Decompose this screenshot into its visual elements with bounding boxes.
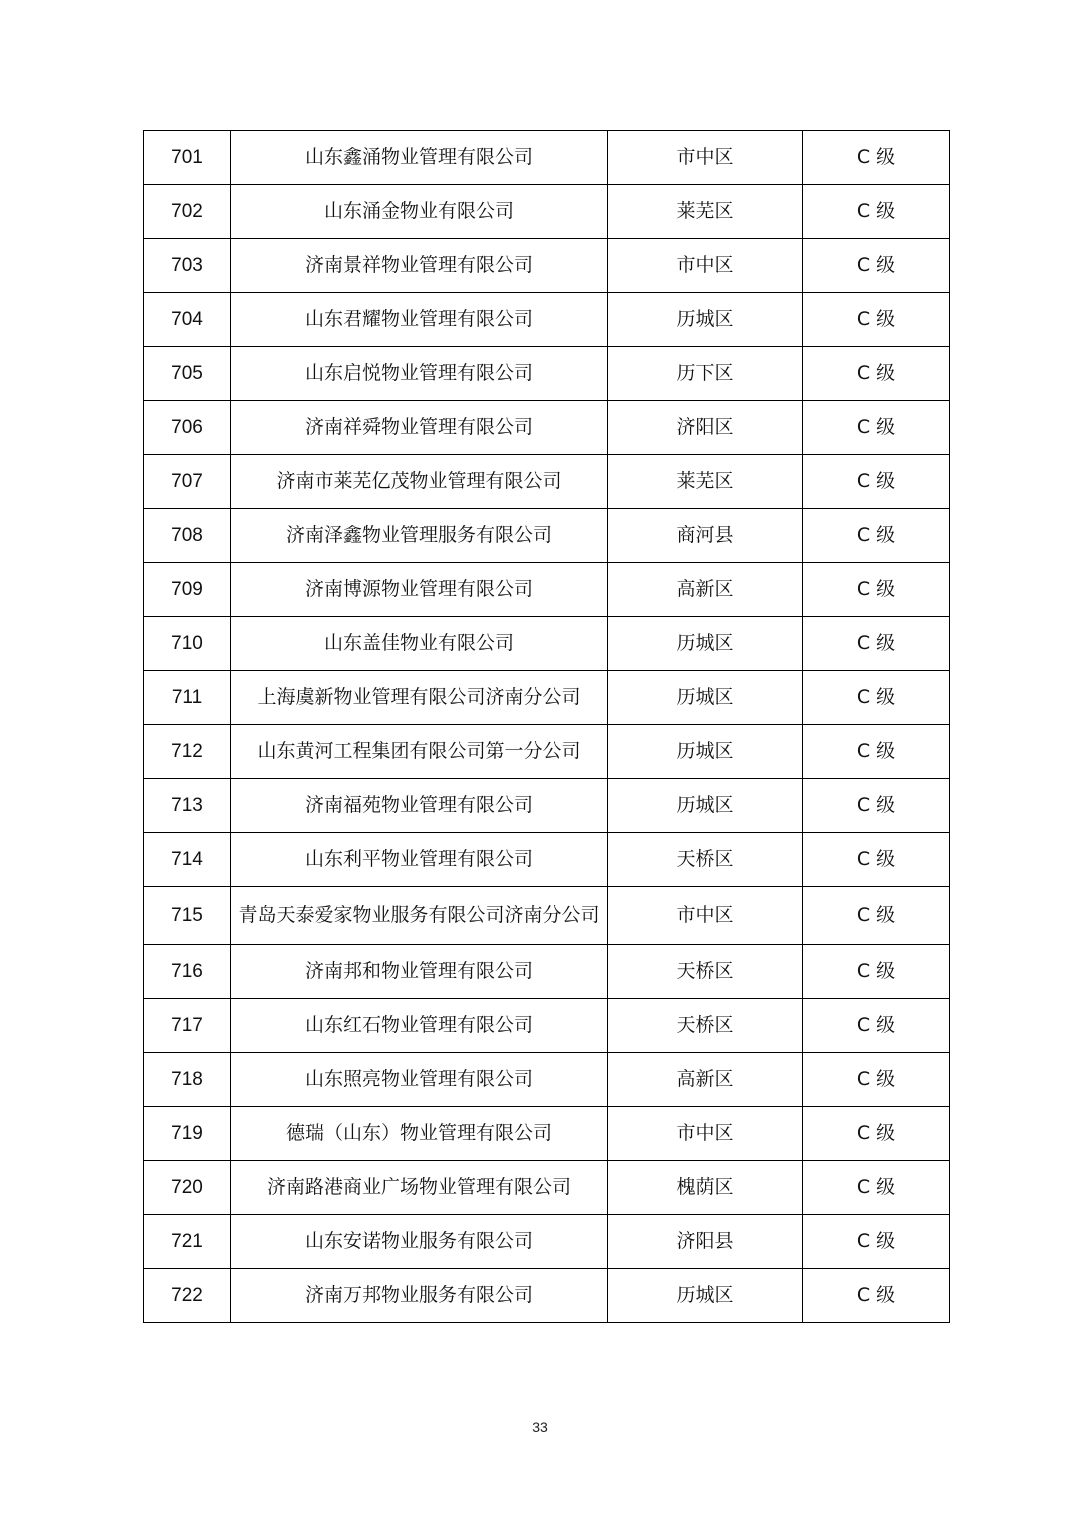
grade-cell: C 级 <box>803 999 950 1053</box>
table-row <box>144 1215 950 1269</box>
district-cell: 历城区 <box>608 1269 803 1323</box>
grade-cell: C 级 <box>803 1215 950 1269</box>
district-cell: 天桥区 <box>608 999 803 1053</box>
district-cell: 历城区 <box>608 293 803 347</box>
grade-cell: C 级 <box>803 1053 950 1107</box>
row-number-cell: 701 <box>144 131 231 185</box>
district-cell: 高新区 <box>608 563 803 617</box>
table-row <box>144 347 950 401</box>
company-rating-table <box>143 130 950 1323</box>
row-number-cell: 713 <box>144 779 231 833</box>
district-cell: 市中区 <box>608 239 803 293</box>
row-number-cell: 712 <box>144 725 231 779</box>
company-name-cell: 济南福苑物业管理有限公司 <box>231 779 608 833</box>
row-number-cell: 722 <box>144 1269 231 1323</box>
company-name-cell: 山东照亮物业管理有限公司 <box>231 1053 608 1107</box>
table-row <box>144 1269 950 1323</box>
grade-cell: C 级 <box>803 617 950 671</box>
company-name-cell: 山东鑫涌物业管理有限公司 <box>231 131 608 185</box>
company-name-cell: 青岛天泰爱家物业服务有限公司济南分公司 <box>231 887 608 945</box>
row-number-cell: 704 <box>144 293 231 347</box>
district-cell: 市中区 <box>608 131 803 185</box>
grade-cell: C 级 <box>803 293 950 347</box>
row-number-cell: 714 <box>144 833 231 887</box>
company-name-cell: 济南博源物业管理有限公司 <box>231 563 608 617</box>
grade-cell: C 级 <box>803 833 950 887</box>
grade-cell: C 级 <box>803 945 950 999</box>
grade-cell: C 级 <box>803 1161 950 1215</box>
grade-cell: C 级 <box>803 725 950 779</box>
table-row <box>144 833 950 887</box>
table-row <box>144 131 950 185</box>
district-cell: 历城区 <box>608 617 803 671</box>
row-number-cell: 710 <box>144 617 231 671</box>
grade-cell: C 级 <box>803 671 950 725</box>
grade-cell: C 级 <box>803 239 950 293</box>
district-cell: 历城区 <box>608 671 803 725</box>
district-cell: 高新区 <box>608 1053 803 1107</box>
company-name-cell: 济南祥舜物业管理有限公司 <box>231 401 608 455</box>
grade-cell: C 级 <box>803 1107 950 1161</box>
company-name-cell: 济南邦和物业管理有限公司 <box>231 945 608 999</box>
grade-cell: C 级 <box>803 887 950 945</box>
row-number-cell: 706 <box>144 401 231 455</box>
row-number-cell: 708 <box>144 509 231 563</box>
grade-cell: C 级 <box>803 185 950 239</box>
table-row <box>144 509 950 563</box>
table-row <box>144 185 950 239</box>
table-row <box>144 1053 950 1107</box>
grade-cell: C 级 <box>803 455 950 509</box>
company-name-cell: 德瑞（山东）物业管理有限公司 <box>231 1107 608 1161</box>
company-name-cell: 山东启悦物业管理有限公司 <box>231 347 608 401</box>
company-name-cell: 上海虞新物业管理有限公司济南分公司 <box>231 671 608 725</box>
row-number-cell: 721 <box>144 1215 231 1269</box>
district-cell: 商河县 <box>608 509 803 563</box>
grade-cell: C 级 <box>803 509 950 563</box>
table-body <box>144 131 950 1323</box>
row-number-cell: 717 <box>144 999 231 1053</box>
table-row <box>144 1107 950 1161</box>
company-name-cell: 济南景祥物业管理有限公司 <box>231 239 608 293</box>
company-name-cell: 山东黄河工程集团有限公司第一分公司 <box>231 725 608 779</box>
company-name-cell: 山东涌金物业有限公司 <box>231 185 608 239</box>
row-number-cell: 702 <box>144 185 231 239</box>
district-cell: 市中区 <box>608 887 803 945</box>
row-number-cell: 705 <box>144 347 231 401</box>
table-row <box>144 293 950 347</box>
row-number-cell: 707 <box>144 455 231 509</box>
company-name-cell: 济南市莱芜亿茂物业管理有限公司 <box>231 455 608 509</box>
row-number-cell: 719 <box>144 1107 231 1161</box>
district-cell: 历下区 <box>608 347 803 401</box>
row-number-cell: 716 <box>144 945 231 999</box>
row-number-cell: 703 <box>144 239 231 293</box>
table-row <box>144 617 950 671</box>
grade-cell: C 级 <box>803 563 950 617</box>
table-row <box>144 887 950 945</box>
company-name-cell: 山东安诺物业服务有限公司 <box>231 1215 608 1269</box>
company-name-cell: 山东君耀物业管理有限公司 <box>231 293 608 347</box>
grade-cell: C 级 <box>803 779 950 833</box>
row-number-cell: 711 <box>144 671 231 725</box>
district-cell: 槐荫区 <box>608 1161 803 1215</box>
row-number-cell: 720 <box>144 1161 231 1215</box>
page-number: 33 <box>532 1419 548 1435</box>
table-row <box>144 779 950 833</box>
table-row <box>144 455 950 509</box>
district-cell: 济阳县 <box>608 1215 803 1269</box>
table-row <box>144 725 950 779</box>
district-cell: 历城区 <box>608 779 803 833</box>
grade-cell: C 级 <box>803 1269 950 1323</box>
table-row <box>144 999 950 1053</box>
table-row <box>144 239 950 293</box>
district-cell: 历城区 <box>608 725 803 779</box>
row-number-cell: 718 <box>144 1053 231 1107</box>
company-name-cell: 济南万邦物业服务有限公司 <box>231 1269 608 1323</box>
company-name-cell: 山东红石物业管理有限公司 <box>231 999 608 1053</box>
table-row <box>144 1161 950 1215</box>
company-name-cell: 山东利平物业管理有限公司 <box>231 833 608 887</box>
table-row <box>144 401 950 455</box>
grade-cell: C 级 <box>803 347 950 401</box>
grade-cell: C 级 <box>803 401 950 455</box>
district-cell: 济阳区 <box>608 401 803 455</box>
company-name-cell: 济南路港商业广场物业管理有限公司 <box>231 1161 608 1215</box>
district-cell: 莱芜区 <box>608 185 803 239</box>
district-cell: 市中区 <box>608 1107 803 1161</box>
company-name-cell: 济南泽鑫物业管理服务有限公司 <box>231 509 608 563</box>
row-number-cell: 709 <box>144 563 231 617</box>
grade-cell: C 级 <box>803 131 950 185</box>
table-row <box>144 671 950 725</box>
company-name-cell: 山东盖佳物业有限公司 <box>231 617 608 671</box>
table-row <box>144 945 950 999</box>
district-cell: 天桥区 <box>608 833 803 887</box>
table-row <box>144 563 950 617</box>
district-cell: 天桥区 <box>608 945 803 999</box>
row-number-cell: 715 <box>144 887 231 945</box>
district-cell: 莱芜区 <box>608 455 803 509</box>
